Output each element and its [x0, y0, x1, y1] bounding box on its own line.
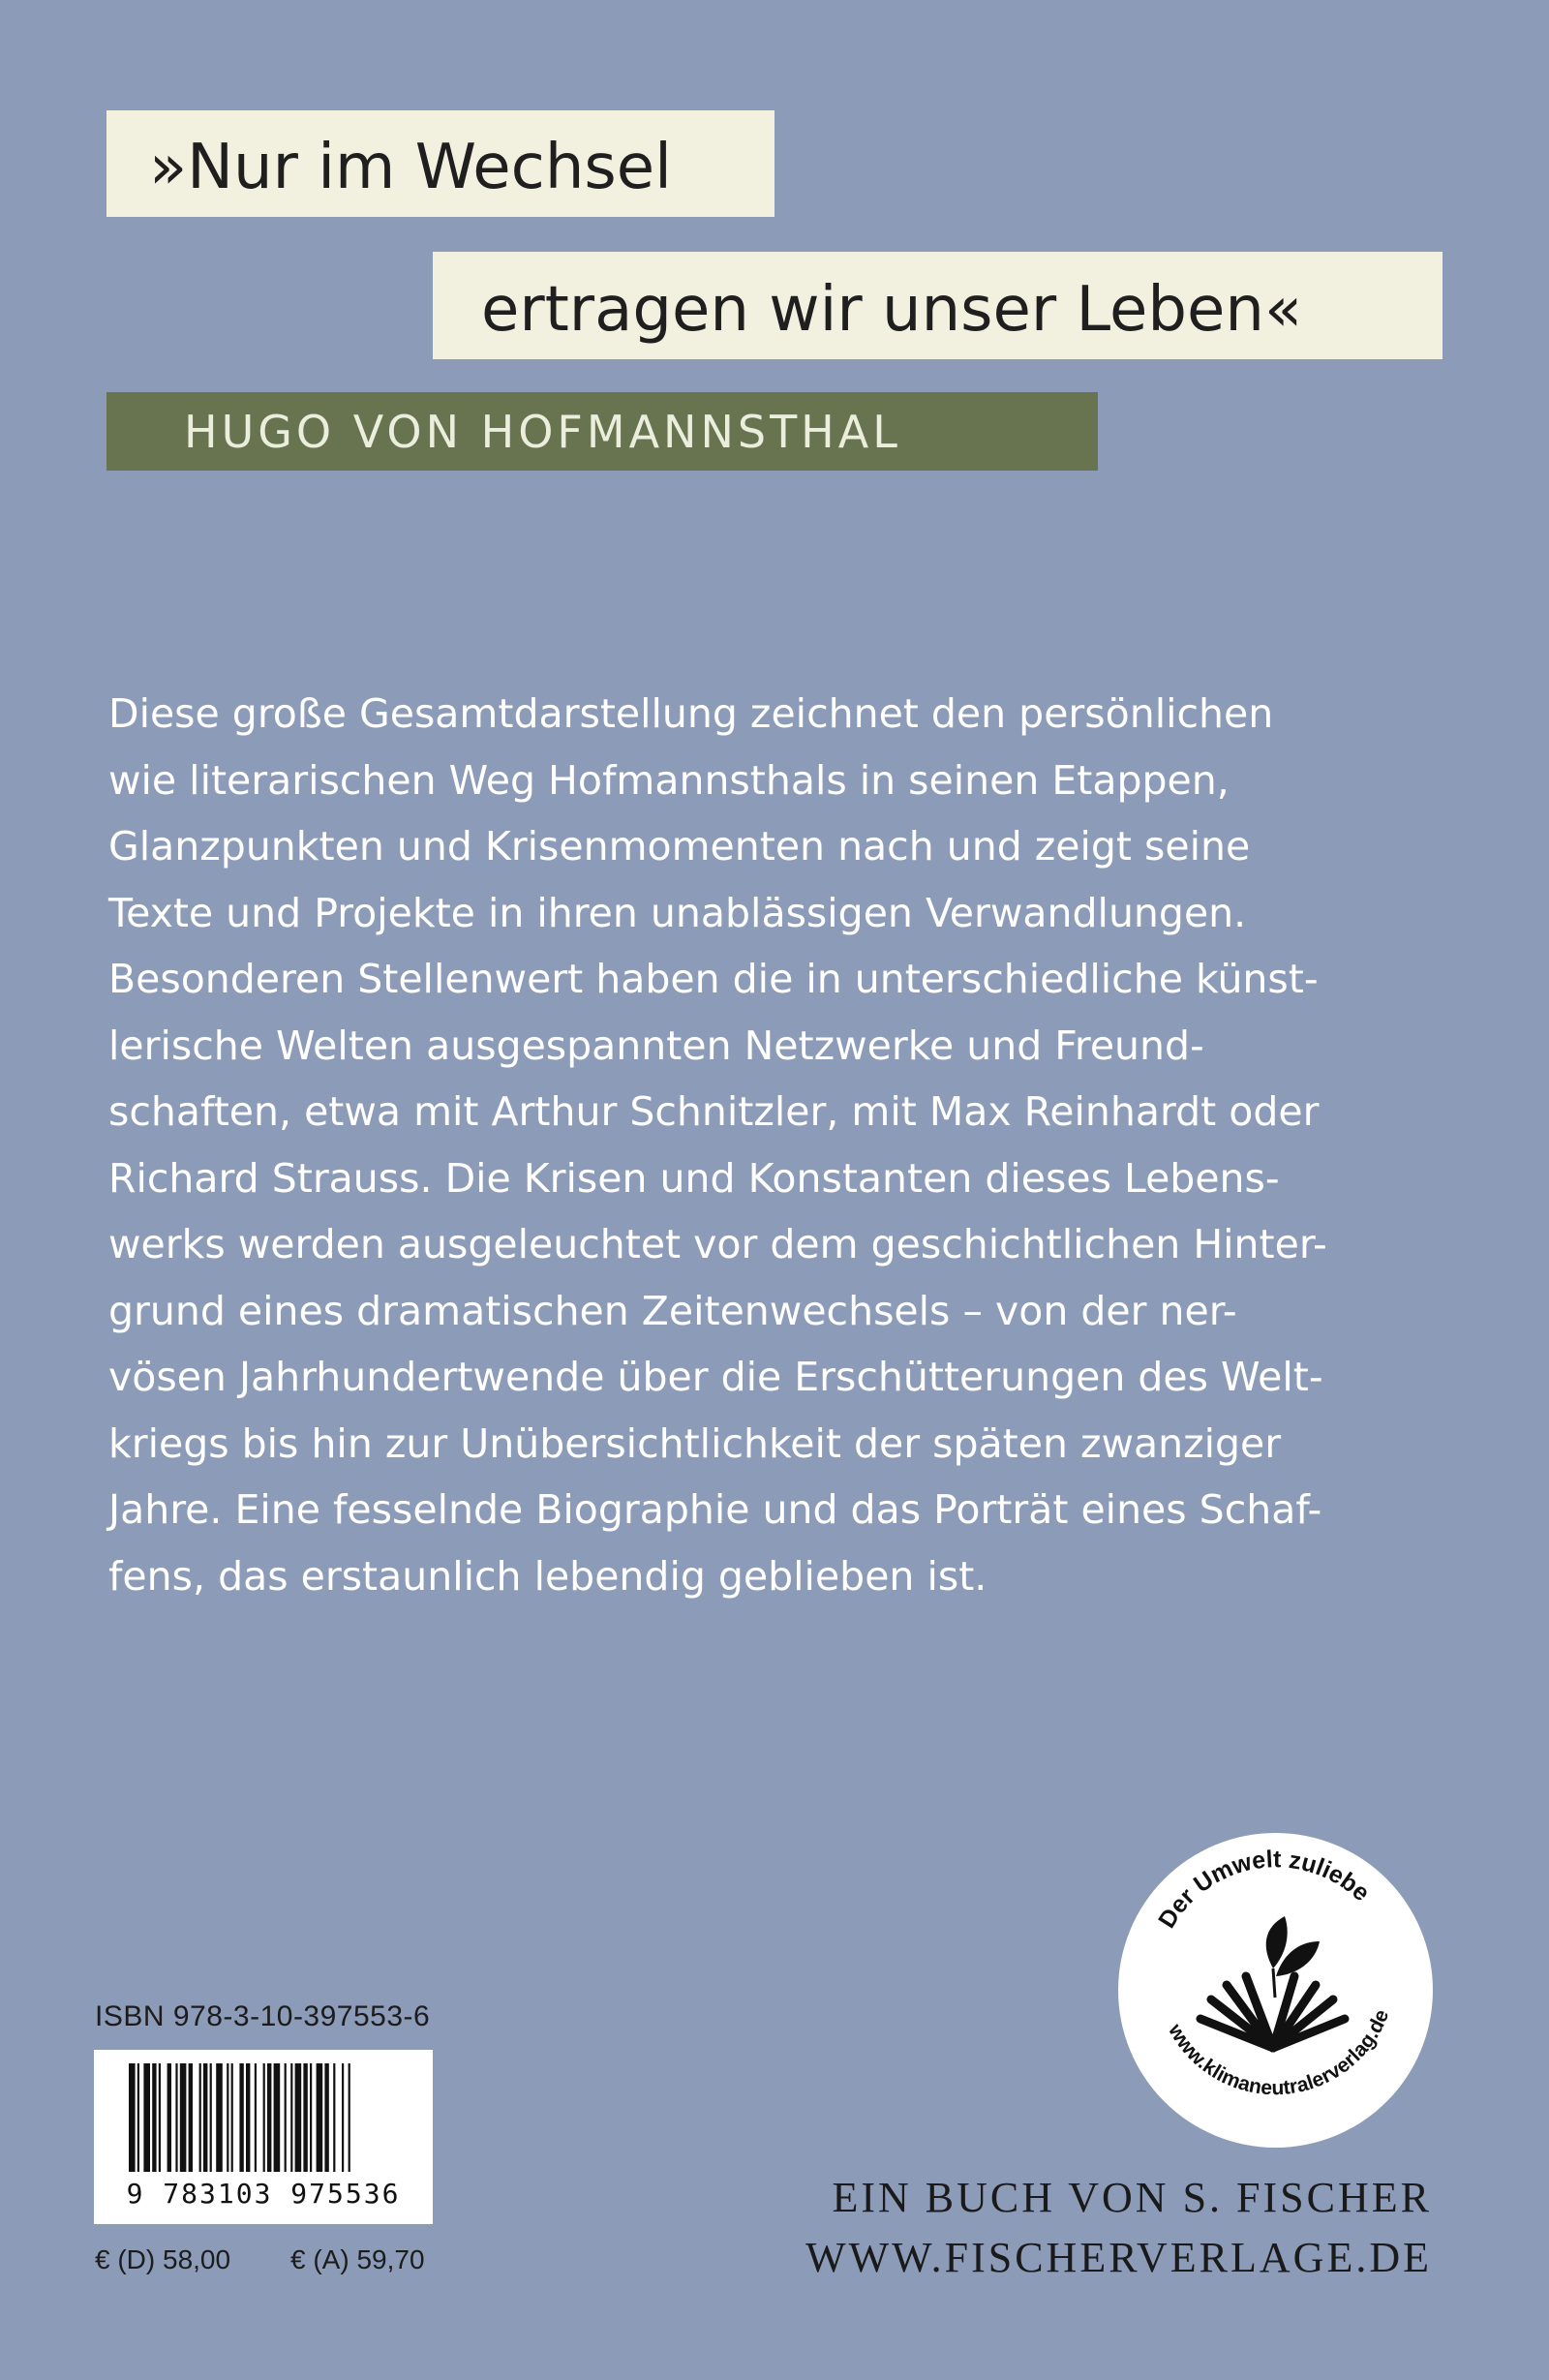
barcode-bar: [324, 2063, 328, 2172]
barcode-bar: [290, 2063, 292, 2172]
barcode-bar: [349, 2063, 350, 2172]
barcode-digits: 9 783103 975536: [126, 2178, 401, 2210]
barcode-bar: [129, 2063, 136, 2172]
svg-text:Der Umwelt zuliebe: [1153, 1846, 1375, 1933]
blurb-line: lerische Welten ausgespannten Netzwerke und Freund-: [108, 1022, 1204, 1069]
barcode-bar: [210, 2063, 212, 2172]
barcode-bar: [274, 2063, 281, 2172]
barcode-bar: [189, 2063, 193, 2172]
barcode-bar: [143, 2063, 150, 2172]
barcode-bar: [303, 2063, 307, 2172]
barcode-bar: [159, 2063, 161, 2172]
quote-line-2: ertragen wir unser Leben«: [433, 252, 1443, 359]
quote-line-1: »Nur im Wechsel: [106, 110, 774, 217]
blurb-line: Glanzpunkten und Krisenmomenten nach und zeigt seine: [108, 823, 1251, 870]
blurb-line: schaften, etwa mit Arthur Schnitzler, mit Max Reinhardt oder: [108, 1088, 1320, 1135]
barcode-bar: [180, 2063, 187, 2172]
blurb-text: [108, 681, 1454, 1609]
barcode-bar: [175, 2063, 177, 2172]
blurb-line: Besonderen Stellenwert haben die in unterschiedliche künst-: [108, 956, 1319, 1002]
book-with-leaves-icon: [1200, 1916, 1345, 2048]
barcode-bar: [285, 2063, 287, 2172]
barcode-bar: [342, 2063, 344, 2172]
blurb-line: grund eines dramatischen Zeitenwechsels – von der ner-: [108, 1287, 1237, 1334]
barcode-bar: [333, 2063, 335, 2172]
barcode-bar: [263, 2063, 265, 2172]
barcode-bar: [239, 2063, 243, 2172]
author-name: HUGO VON HOFMANNSTHAL: [106, 392, 1098, 471]
blurb-line: Diese große Gesamtdarstellung zeichnet den persönlichen: [108, 690, 1274, 737]
barcode-bar: [152, 2063, 156, 2172]
barcode-bar: [246, 2063, 250, 2172]
barcode-bar: [227, 2063, 228, 2172]
publisher-website: WWW.FISCHERVERLAGE.DE: [805, 2234, 1432, 2281]
blurb-line: vösen Jahrhundertwende über die Erschütterungen des Welt-: [108, 1354, 1323, 1400]
barcode-bar: [231, 2063, 233, 2172]
barcode-bars: [94, 2050, 433, 2176]
publisher-line: EIN BUCH VON S. FISCHER: [832, 2174, 1432, 2221]
barcode-bar: [310, 2063, 312, 2172]
barcode-bar: [203, 2063, 207, 2172]
blurb-line: Richard Strauss. Die Krisen und Konstanten dieses Lebens-: [108, 1154, 1280, 1202]
barcode-bar: [255, 2063, 257, 2172]
blurb-line: wie literarischen Weg Hofmannsthals in seinen Etappen,: [108, 756, 1230, 804]
blurb-line: fens, das erstaunlich lebendig geblieben ist.: [108, 1552, 987, 1600]
barcode-bar: [295, 2063, 302, 2172]
price-germany: € (D) 58,00: [95, 2244, 231, 2274]
badge-top-text: Der Umwelt zuliebe: [1153, 1846, 1376, 1934]
badge-bottom-text: www.klimaneutralerverlag.de: [1164, 2006, 1394, 2100]
climate-neutral-badge: [1118, 1833, 1433, 2148]
isbn-number: ISBN 978-3-10-397553-6: [95, 2000, 431, 2032]
barcode: [94, 2050, 433, 2224]
barcode-bar: [216, 2063, 223, 2172]
blurb-line: kriegs bis hin zur Unübersichtlichkeit der späten zwanziger: [108, 1419, 1282, 1467]
blurb-line: werks werden ausgeleuchtet vor dem geschichtlichen Hinter-: [108, 1221, 1327, 1267]
blurb-line: Texte und Projekte in ihren unablässigen Verwandlungen.: [108, 889, 1247, 936]
blurb-line: Jahre. Eine fesselnde Biographie und das Porträt eines Schaf-: [108, 1486, 1322, 1533]
barcode-bar: [199, 2063, 201, 2172]
barcode-bar: [317, 2063, 323, 2172]
barcode-bar: [267, 2063, 271, 2172]
barcode-bar: [167, 2063, 171, 2172]
price-austria: € (A) 59,70: [290, 2244, 425, 2274]
barcode-bar: [137, 2063, 139, 2172]
